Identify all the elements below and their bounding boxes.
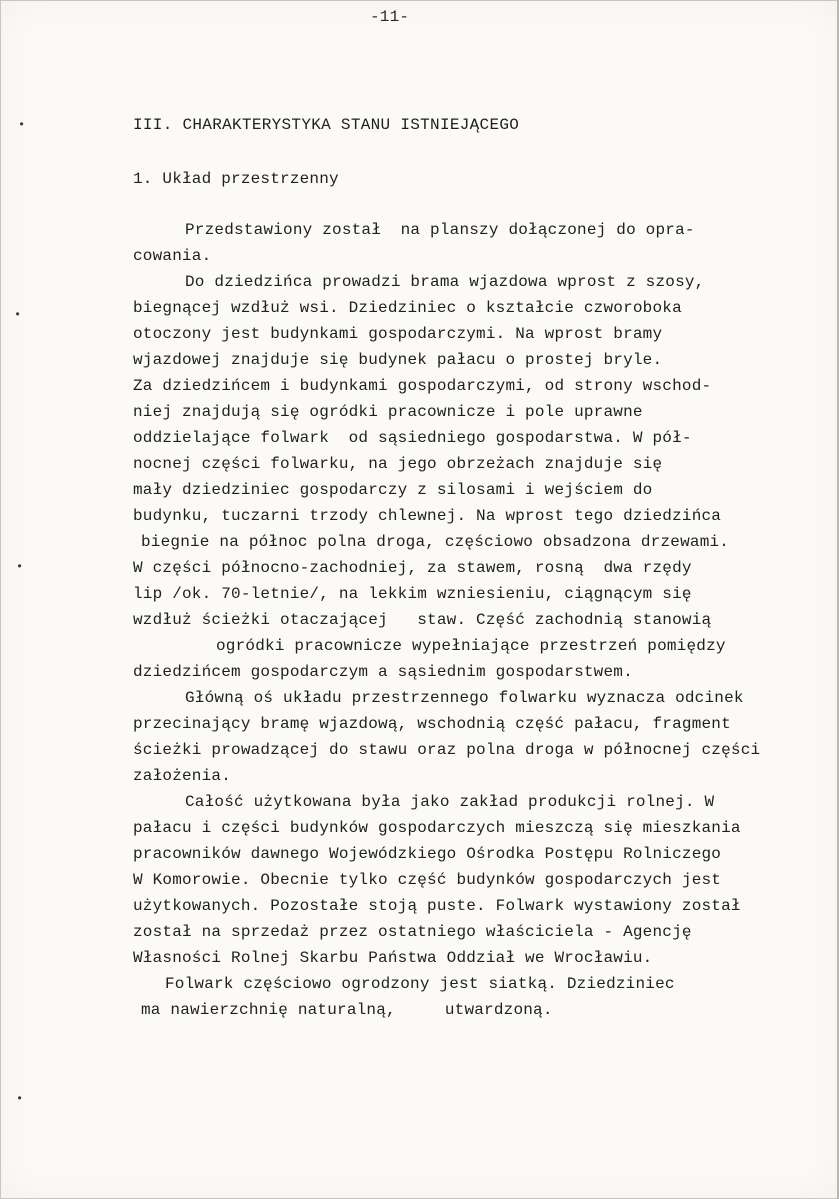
text-line: Główną oś układu przestrzennego folwarku wyznacza odcinek — [185, 689, 744, 707]
text-line: ogródki pracownicze wypełniające przestrzeń pomiędzy — [216, 637, 726, 655]
text-line: mały dziedziniec gospodarczy z silosami i wejściem do — [133, 481, 653, 499]
text-line: biegnie na północ polna droga, częściowo obsadzona drzewami. — [141, 533, 730, 551]
text-line: ma nawierzchnię naturalną, utwardzoną. — [141, 1001, 553, 1019]
text-line: ścieżki prowadzącej do stawu oraz polna droga w północnej części — [133, 741, 761, 759]
margin-mark: • — [16, 1092, 24, 1106]
text-line: W Komorowie. Obecnie tylko część budynków gospodarczych jest — [133, 871, 722, 889]
text-line: pałacu i części budynków gospodarczych mieszczą się mieszkania — [133, 819, 741, 837]
text-line: wzdłuż ścieżki otaczającej staw. Część zachodnią stanowią — [133, 611, 712, 629]
text-line: Do dziedzińca prowadzi brama wjazdowa wprost z szosy, — [185, 273, 705, 291]
text-line: pracowników dawnego Wojewódzkiego Ośrodka Postępu Rolniczego — [133, 845, 722, 863]
subsection-heading: 1. Układ przestrzenny — [133, 170, 339, 188]
page-number: -11- — [370, 8, 410, 26]
text-line: wjazdowej znajduje się budynek pałacu o prostej bryle. — [133, 351, 663, 369]
text-line: Własności Rolnej Skarbu Państwa Oddział we Wrocławiu. — [133, 949, 653, 967]
text-line: W części północno-zachodniej, za stawem, rosną dwa rzędy — [133, 559, 692, 577]
text-line: został na sprzedaż przez ostatniego właściciela - Agencję — [133, 923, 692, 941]
text-line: nocnej części folwarku, na jego obrzeżach znajduje się — [133, 455, 663, 473]
margin-mark: • — [18, 118, 26, 132]
text-line: lip /ok. 70-letnie/, na lekkim wzniesieniu, ciągnącym się — [133, 585, 692, 603]
text-line: przecinający bramę wjazdową, wschodnią część pałacu, fragment — [133, 715, 731, 733]
text-line: niej znajdują się ogródki pracownicze i pole uprawne — [133, 403, 643, 421]
margin-mark: • — [16, 560, 24, 574]
section-heading: III. CHARAKTERYSTYKA STANU ISTNIEJĄCEGO — [133, 116, 520, 134]
text-line: oddzielające folwark od sąsiedniego gospodarstwa. W pół- — [133, 429, 692, 447]
text-line: biegnącej wzdłuż wsi. Dziedziniec o kształcie czworoboka — [133, 299, 682, 317]
text-line: dziedzińcem gospodarczym a sąsiednim gospodarstwem. — [133, 663, 633, 681]
body-text — [133, 217, 760, 1023]
text-line: budynku, tuczarni trzody chlewnej. Na wprost tego dziedzińca — [133, 507, 722, 525]
text-line: otoczony jest budynkami gospodarczymi. Na wprost bramy — [133, 325, 663, 343]
text-line: założenia. — [133, 767, 232, 785]
text-line: Za dziedzińcem i budynkami gospodarczymi, od strony wschod- — [133, 377, 712, 395]
margin-mark: • — [14, 308, 22, 322]
text-line: Całość użytkowana była jako zakład produkcji rolnej. W — [185, 793, 715, 811]
text-line: Folwark częściowo ogrodzony jest siatką. Dziedziniec — [165, 975, 675, 993]
text-line: Przedstawiony został na planszy dołączonej do opra- — [185, 221, 695, 239]
text-line: cowania. — [133, 247, 212, 265]
text-line: użytkowanych. Pozostałe stoją puste. Folwark wystawiony został — [133, 897, 741, 915]
